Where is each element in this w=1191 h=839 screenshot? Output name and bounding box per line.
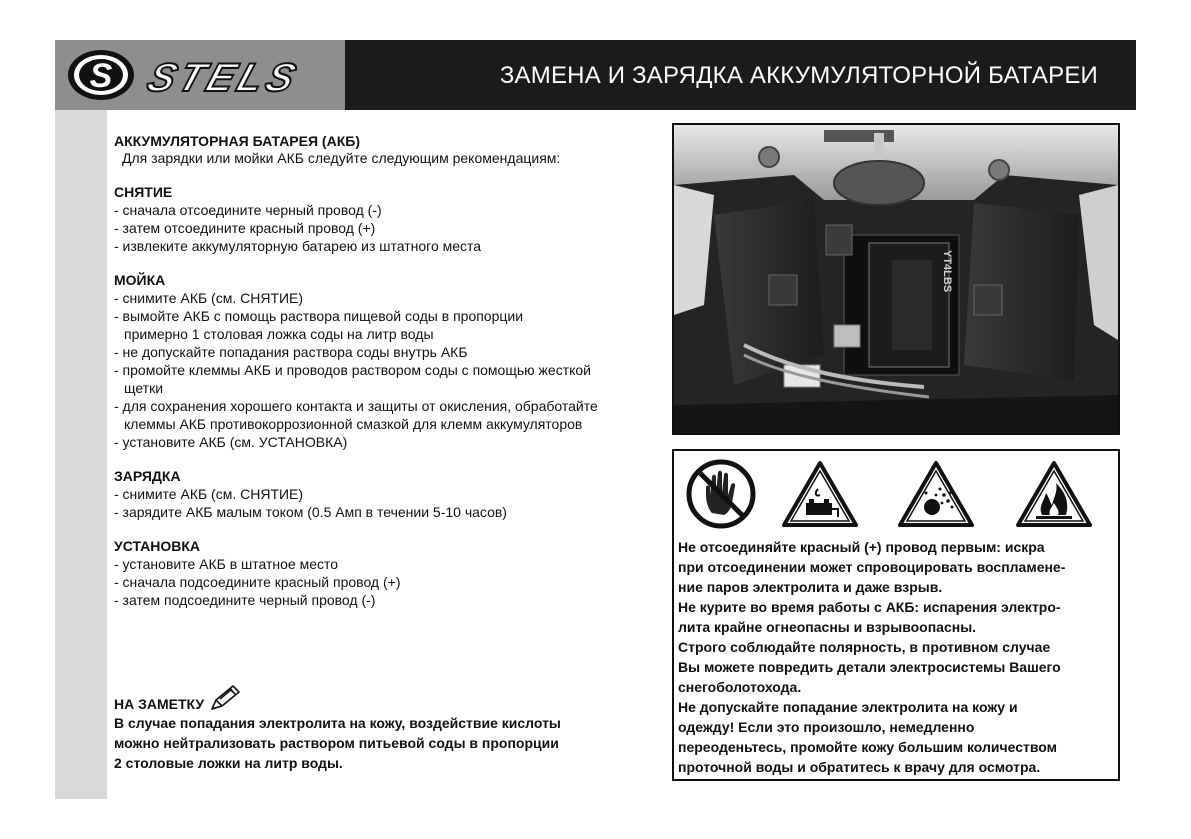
- list-item: - сначала отсоедините черный провод (-): [114, 202, 382, 218]
- washing-heading: МОЙКА: [114, 272, 166, 288]
- logo-area: [55, 40, 345, 110]
- list-item: примерно 1 столовая ложка соды на литр воды: [124, 326, 434, 342]
- list-item: - установите АКБ в штатное место: [114, 556, 339, 572]
- list-item: - вымойте АКБ с помощь раствора пищевой соды в пропорции: [114, 308, 524, 324]
- list-item: клеммы АКБ противокоррозионной смазкой для клемм аккумуляторов: [124, 416, 583, 432]
- warning-line: одежду! Если это произошло, немедленно: [678, 719, 975, 735]
- install-section: [114, 537, 674, 609]
- warning-line: проточной воды и обратитесь к врачу для осмотра.: [678, 759, 1041, 775]
- warning-line: снегоболотохода.: [678, 679, 802, 695]
- warning-line: Не допускайте попадание электролита на кожу и: [678, 699, 1018, 715]
- removal-section: [114, 183, 674, 255]
- no-hand-contact-icon: [686, 459, 756, 529]
- list-item: - затем подсоедините черный провод (-): [114, 592, 376, 608]
- list-item: - снимите АКБ (см. СНЯТИЕ): [114, 290, 304, 306]
- battery-compartment-illustration: [674, 125, 1118, 433]
- svg-text:YT4LBS: YT4LBS: [941, 250, 953, 293]
- warning-text: [678, 537, 1120, 777]
- instructions-column: [114, 133, 674, 609]
- charging-heading: ЗАРЯДКА: [114, 468, 181, 484]
- warning-line: Строго соблюдайте полярность, в противном случае: [678, 639, 1051, 655]
- warning-line: Вы можете повредить детали электросистемы Вашего: [678, 659, 1061, 675]
- warning-line: при отсоединении может спровоцировать воспламене-: [678, 559, 1066, 575]
- stels-logo: [63, 47, 343, 103]
- note-line: можно нейтрализовать раствором питьевой соды в пропорции: [114, 735, 559, 751]
- list-item: - зарядите АКБ малым током (0.5 Амп в течении 5-10 часов): [114, 504, 507, 520]
- svg-text:STELS: STELS: [141, 54, 306, 100]
- removal-heading: СНЯТИЕ: [114, 184, 173, 200]
- svg-text:S: S: [89, 57, 113, 95]
- note-block: [114, 683, 674, 773]
- page-title: ЗАМЕНА И ЗАРЯДКА АККУМУЛЯТОРНОЙ БАТАРЕИ: [499, 62, 1098, 89]
- list-item: - снимите АКБ (см. СНЯТИЕ): [114, 486, 304, 502]
- note-line: В случае попадания электролита на кожу, воздействие кислоты: [114, 715, 561, 731]
- note-heading: [114, 683, 674, 713]
- explosion-hazard-icon: [896, 459, 976, 529]
- list-item: - затем отсоедините красный провод (+): [114, 220, 376, 236]
- list-item: - сначала подсоедините красный провод (+): [114, 574, 401, 590]
- warning-line: Не отсоединяйте красный (+) провод первым: искра: [678, 539, 1045, 555]
- warning-line: лита крайне огнеопасны и взрывоопасны.: [678, 619, 977, 635]
- list-item: - извлеките аккумуляторную батарею из штатного места: [114, 238, 482, 254]
- side-strip: [55, 110, 107, 799]
- flammable-hazard-icon: [1014, 459, 1094, 529]
- warning-line: ние паров электролита и даже взрыв.: [678, 579, 943, 595]
- note-heading-label: НА ЗАМЕТКУ: [114, 696, 205, 712]
- list-item: щетки: [124, 380, 164, 396]
- install-heading: УСТАНОВКА: [114, 538, 201, 554]
- page-header: [55, 40, 1136, 110]
- warning-icons-row: [674, 451, 1118, 535]
- pencil-icon: [208, 683, 242, 713]
- warning-line: Не курите во время работы с АКБ: испарения электро-: [678, 599, 1061, 615]
- list-item: - не допускайте попадания раствора соды внутрь АКБ: [114, 344, 468, 360]
- note-line: 2 столовые ложки на литр воды.: [114, 755, 343, 771]
- charging-section: [114, 467, 674, 521]
- intro-text: Для зарядки или мойки АКБ следуйте следующим рекомендациям:: [122, 150, 561, 166]
- battery-hazard-icon: [780, 459, 860, 529]
- list-item: - для сохранения хорошего контакта и защиты от окисления, обработайте: [114, 398, 598, 414]
- battery-photo: [672, 123, 1120, 435]
- list-item: - промойте клеммы АКБ и проводов раствором соды с помощью жесткой: [114, 362, 591, 378]
- list-item: - установите АКБ (см. УСТАНОВКА): [114, 434, 348, 450]
- section-title: АККУМУЛЯТОРНАЯ БАТАРЕЯ (АКБ): [114, 133, 360, 149]
- warning-line: переоденьтесь, промойте кожу большим количеством: [678, 739, 1058, 755]
- warning-box: [672, 449, 1120, 781]
- washing-section: [114, 271, 674, 451]
